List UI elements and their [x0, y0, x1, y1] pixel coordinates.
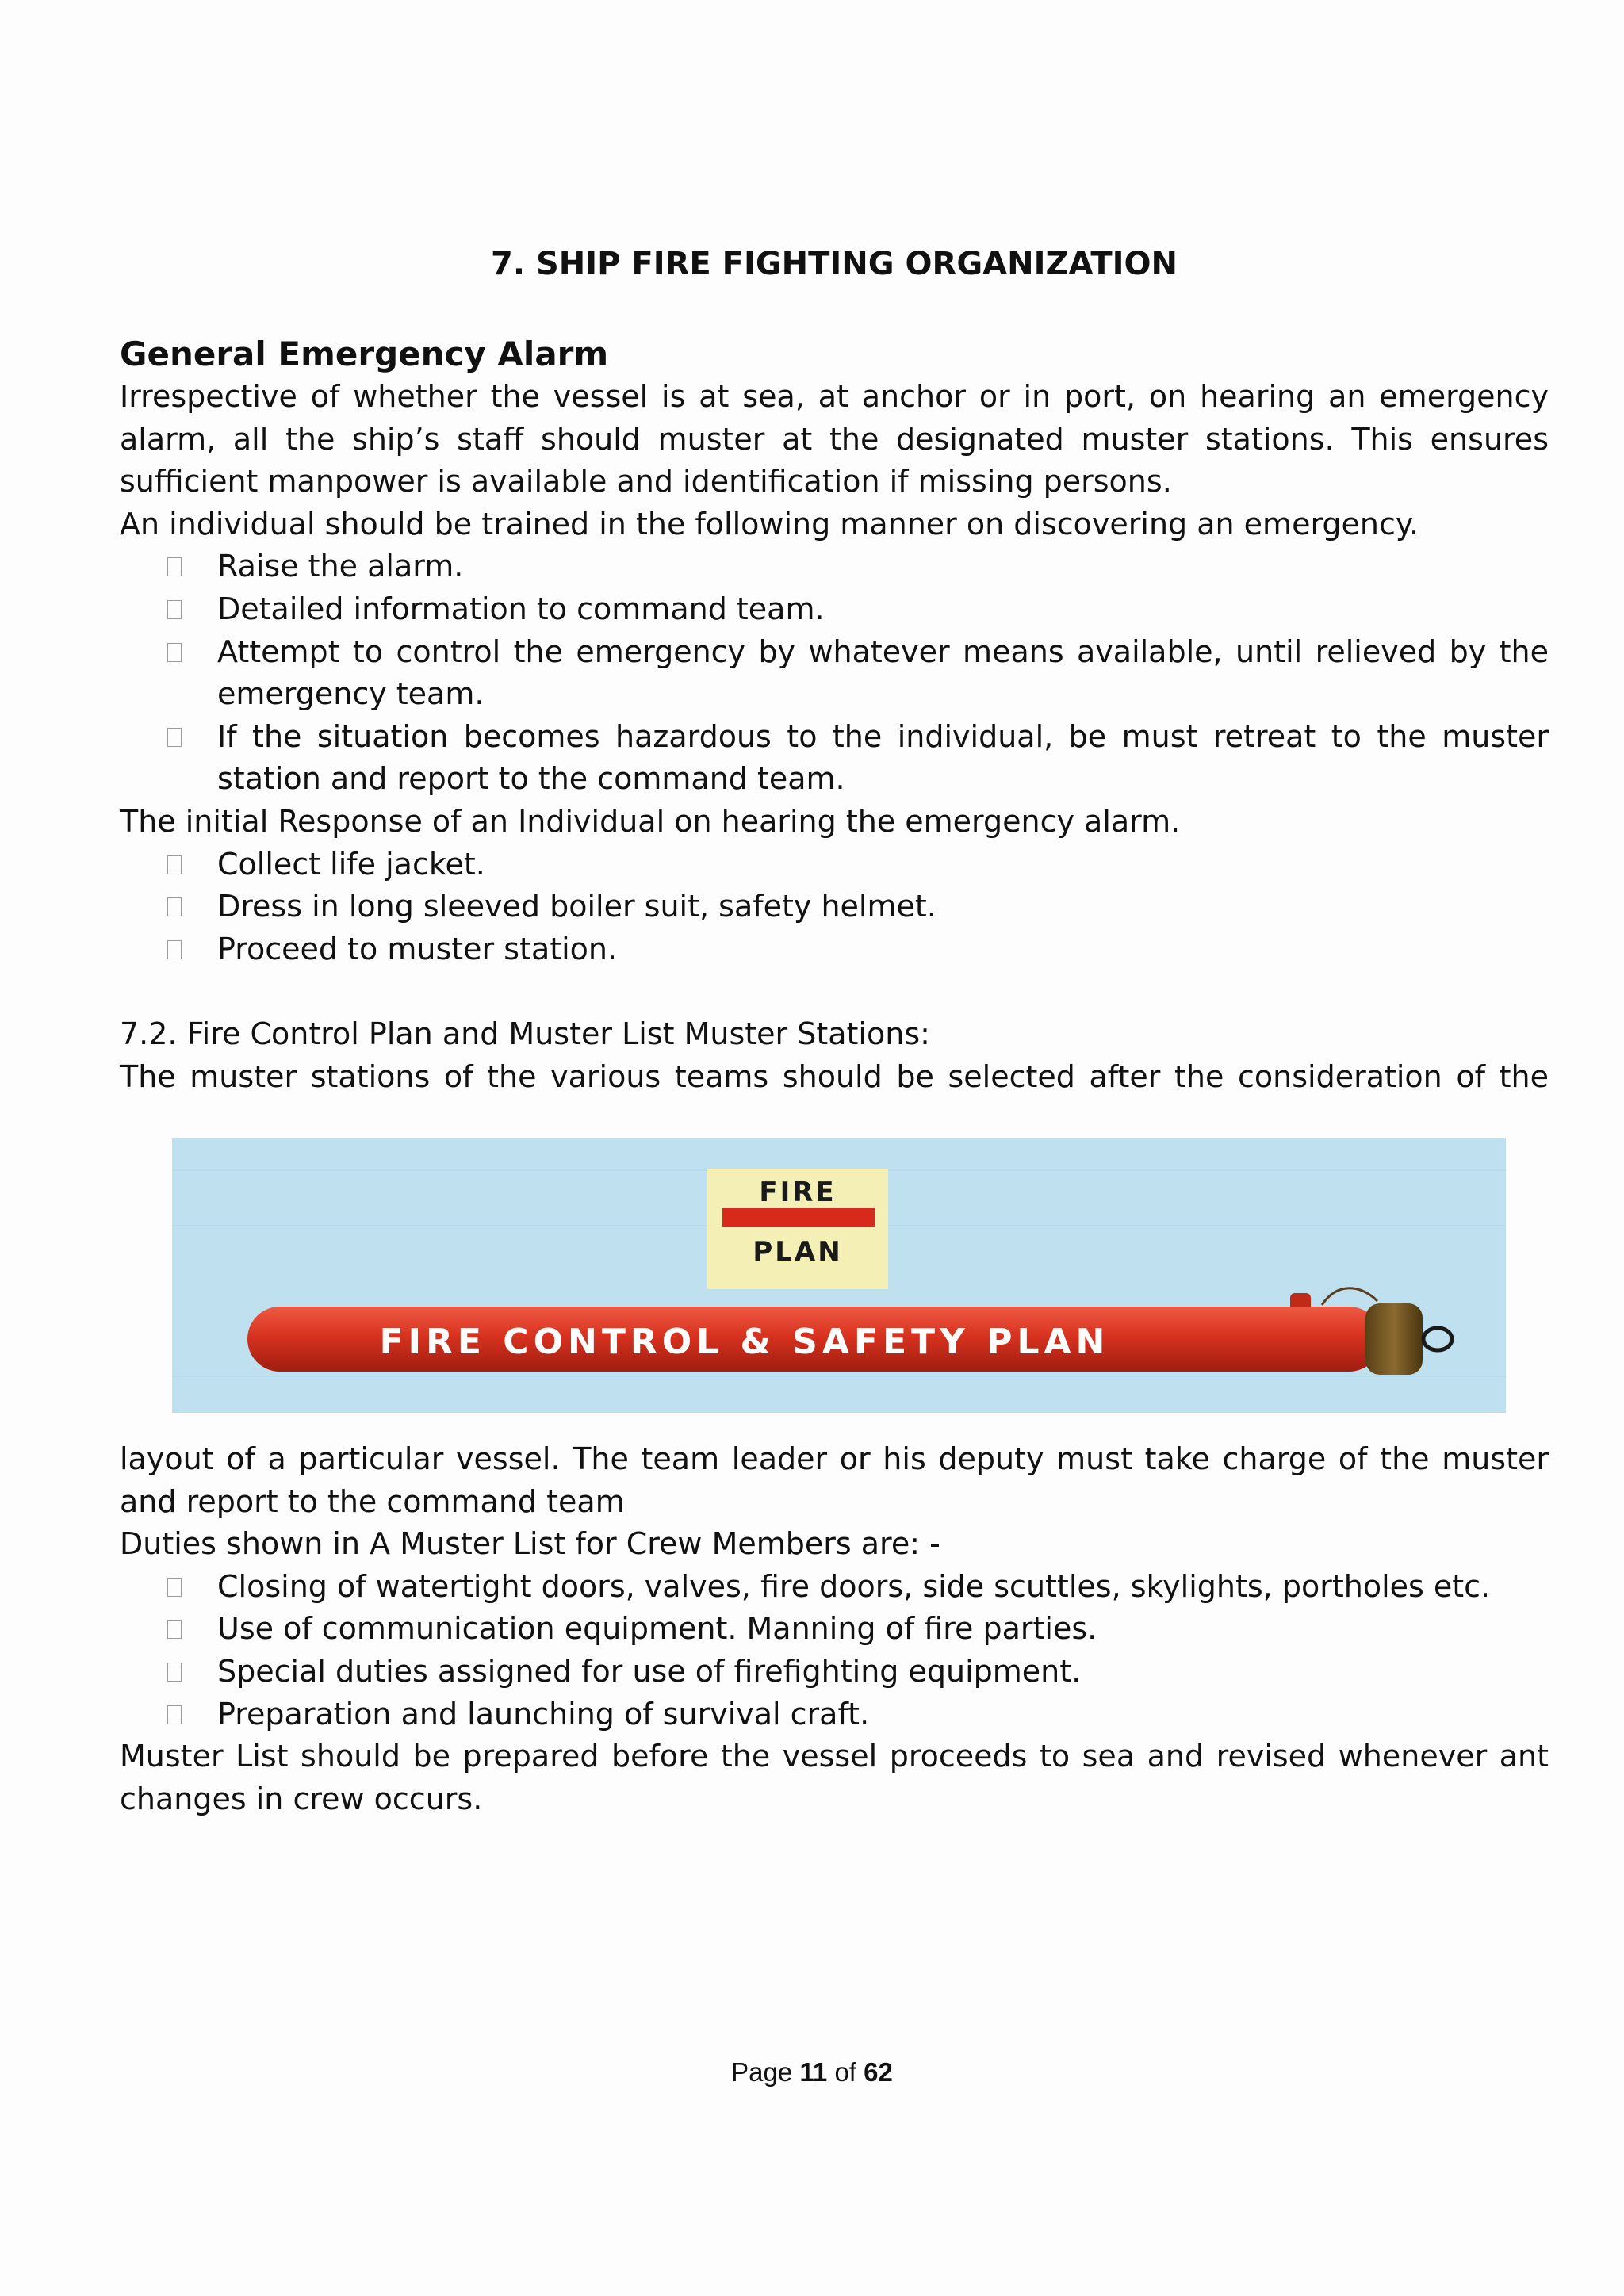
list-item: Preparation and launching of survival craft.: [217, 1693, 1549, 1736]
fire-plan-sign: [707, 1169, 888, 1289]
page-separator: of: [834, 2057, 856, 2087]
bullet-box-icon: [167, 897, 182, 916]
sign-top-text: FIRE: [759, 1177, 837, 1208]
section-general-emergency-alarm: [120, 333, 1549, 970]
list-item: Detailed information to command team.: [217, 588, 1549, 631]
bullet-box-icon: [167, 855, 182, 874]
page-label: Page: [731, 2057, 793, 2087]
paragraph: Muster List should be prepared before the vessel proceeds to sea and revised whenever ant changes in crew occurs.: [120, 1739, 1549, 1816]
section-subheading: 7.2. Fire Control Plan and Muster List Muster Stations:: [120, 1016, 930, 1051]
paragraph: Irrespective of whether the vessel is at sea, at anchor or in port, on hearing an emergency alarm, all the ship’s staff should muster at the designated muster stations. This ensures sufficient manpower is available and identification if missing persons.: [120, 379, 1549, 499]
section-fire-control-plan: [120, 1013, 1549, 1098]
bullet-box-icon: [167, 557, 182, 576]
tube-label: FIRE CONTROL & SAFETY PLAN: [379, 1322, 1110, 1362]
bullet-box-icon: [167, 600, 182, 619]
list-item: Dress in long sleeved boiler suit, safety helmet.: [217, 886, 1549, 928]
list-item: Collect life jacket.: [217, 844, 1549, 886]
page-total: 62: [864, 2057, 893, 2087]
bullet-box-icon: [167, 643, 182, 662]
list-item: Special duties assigned for use of firefighting equipment.: [217, 1651, 1549, 1693]
bullet-box-icon: [167, 940, 182, 959]
section-fire-control-plan-continued: [120, 1438, 1549, 1820]
page-current: 11: [799, 2057, 828, 2087]
section-heading: General Emergency Alarm: [120, 335, 609, 373]
list-item: Use of communication equipment. Manning of fire parties.: [217, 1608, 1549, 1651]
bullet-list-discovery-steps: [120, 545, 1549, 801]
list-item: Raise the alarm.: [217, 545, 1549, 588]
bullet-list-muster-duties: [120, 1566, 1549, 1735]
bullet-box-icon: [167, 1578, 182, 1597]
bullet-box-icon: [167, 1620, 182, 1639]
list-item: Proceed to muster station.: [217, 928, 1549, 971]
list-item: If the situation becomes hazardous to the individual, be must retreat to the muster station and report to the command team.: [217, 716, 1549, 801]
paragraph: Duties shown in A Muster List for Crew Members are: -: [120, 1526, 940, 1562]
chapter-title: 7. SHIP FIRE FIGHTING ORGANIZATION: [491, 246, 1178, 282]
paragraph: The muster stations of the various teams should be selected after the consideration of the: [120, 1058, 1549, 1094]
bullet-box-icon: [167, 1663, 182, 1682]
bullet-box-icon: [167, 1705, 182, 1724]
bullet-box-icon: [167, 728, 182, 747]
paragraph: layout of a particular vessel. The team leader or his deputy must take charge of the muster and report to the command team: [120, 1441, 1549, 1519]
fire-control-plan-image: [172, 1138, 1506, 1413]
paragraph: The initial Response of an Individual on hearing the emergency alarm.: [120, 803, 1181, 839]
page-footer: [0, 2055, 1624, 2090]
sign-bottom-text: PLAN: [753, 1236, 843, 1268]
list-item: Closing of watertight doors, valves, fire doors, side scuttles, skylights, portholes etc.: [217, 1566, 1549, 1609]
list-item: Attempt to control the emergency by whatever means available, until relieved by the emergency team.: [217, 631, 1549, 716]
paragraph: An individual should be trained in the following manner on discovering an emergency.: [120, 506, 1419, 541]
bullet-list-initial-response: [120, 844, 1549, 971]
